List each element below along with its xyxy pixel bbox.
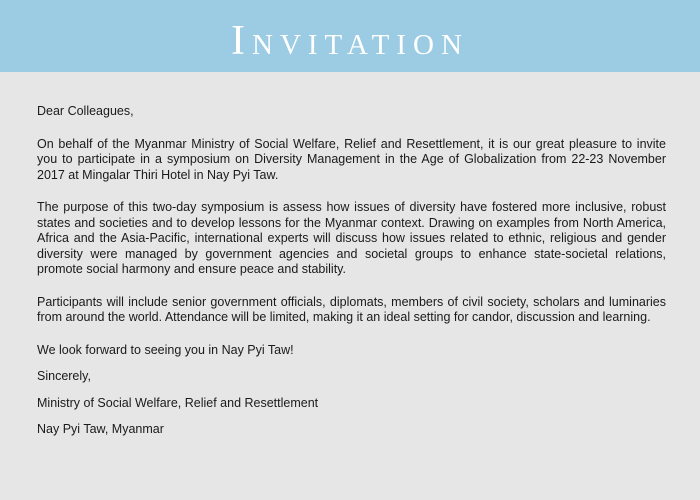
paragraph-participants: Participants will include senior government officials, diplomats, members of civil society, scholars and luminaries from around the world. Attendance will be limited, making it an ideal setting for candor, discussion and learning. (37, 294, 666, 324)
salutation: Dear Colleagues, (37, 104, 134, 118)
location: Nay Pyi Taw, Myanmar (37, 422, 164, 436)
header-banner (0, 0, 700, 72)
closing-line: We look forward to seeing you in Nay Pyi Taw! (37, 342, 294, 357)
signatory: Ministry of Social Welfare, Relief and Resettlement (37, 395, 319, 410)
letter-body (37, 104, 666, 449)
invitation-title: Invitation (231, 18, 469, 64)
paragraph-invitation: On behalf of the Myanmar Ministry of Social Welfare, Relief and Resettlement, it is our great pleasure to invite you to participate in a symposium on Diversity Management in the Age of Globalization from 22-23 November 2017 at Mingalar Thiri Hotel in Nay Pyi Taw. (37, 136, 666, 182)
paragraph-purpose: The purpose of this two-day symposium is assess how issues of diversity have fostered more inclusive, robust states and societies and to develop lessons for the Myanmar context. Drawing on examples from North America, Africa and the Asia-Pacific, international experts will discuss how issues related to ethnic, religious and gender diversity were managed by government agencies and societal groups to enhance state-societal relations, promote social harmony and ensure peace and stability. (37, 200, 666, 276)
sign-off: Sincerely, (37, 369, 91, 383)
